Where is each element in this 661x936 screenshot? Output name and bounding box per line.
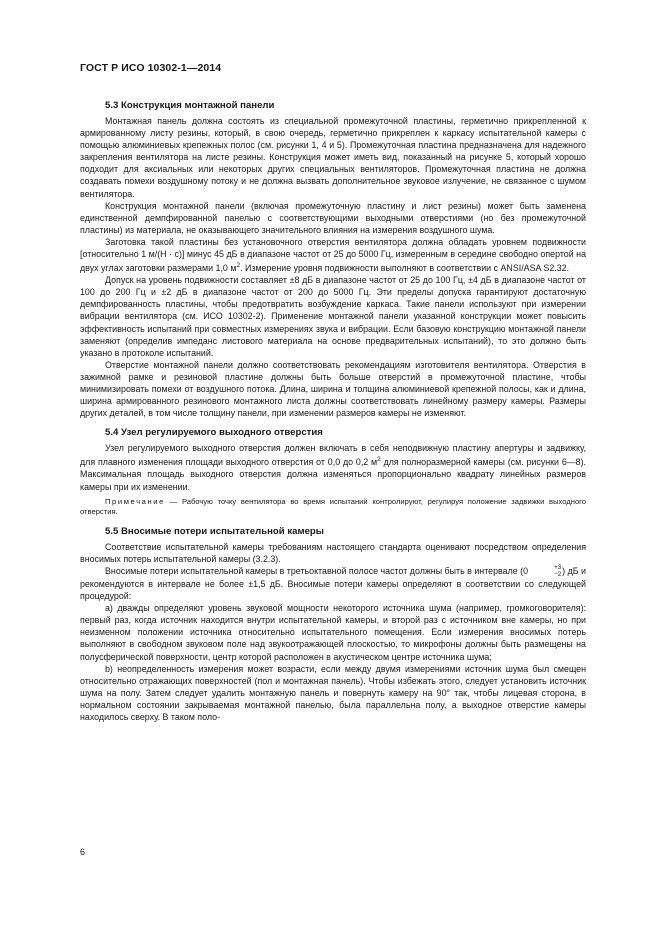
section-5-5-item-b: b) неопределенность измерения может возрасти, если между двумя измерениями источник шума был смещен относительно отражающих поверхностей (пол и монтажная панель). Чтобы избежать этого, следует установить источник шума на полу. Затем следует удалить монтажную панель и повернуть камеру на 90° так, чтобы лицевая сторона, в нормальном состоянии закрываемая монтажной панелью, была параллельна полу, а выходное отверстие камеры находилось сверху. В таком поло- bbox=[80, 663, 586, 723]
section-5-5-title: 5.5 Вносимые потери испытательной камеры bbox=[105, 525, 324, 537]
document-page bbox=[80, 62, 586, 723]
paragraph-3-text-a: Заготовка такой пластины без установочного отверстия вентилятора должна обладать уровнем подвижности [относительно 1 м/(Н · с)] минус 45 дБ в диапазоне частот от 25 до 5000 Гц, измеренным в середине свободно опертой на двух углах заготовки размерами 1,0 м bbox=[80, 236, 586, 274]
section-5-4-title: 5.4 Узел регулируемого выходного отверстия bbox=[105, 427, 323, 439]
section-5-4-note bbox=[80, 497, 586, 518]
section-5-5-item-a: a) дважды определяют уровень звуковой мощности некоторого источника шума (например, громкоговорителя): первый раз, когда источник находится внутри испытательной камеры, и второй раз с источником вне камеры, но при неизменном положении источника относительно испытательного помещения. Если измерения вносимых потерь выполняют в свободном звуковом поле над звукоотражающей плоскостью, то микрофоны должны быть размещены на полусферической поверхности, центр которой расположен в акустическом центре источника шума; bbox=[80, 603, 586, 662]
tolerance-fraction bbox=[529, 565, 561, 578]
section-5-5-paragraph-1: Соответствие испытательной камеры требованиям настоящего стандарта оценивают посредством определения вносимых потерь испытательной камеры (3.2.3). bbox=[80, 541, 586, 564]
section-5-3-title: 5.3 Конструкция монтажной панели bbox=[105, 100, 275, 111]
page-number: 6 bbox=[80, 847, 86, 857]
paragraph-3-text-b: . Измерение уровня подвижности выполняют в соответствии с ANSI/ASA S2.32. bbox=[240, 263, 570, 274]
paragraph-text-a: Вносимые потери испытательной камеры в третьоктавной полосе частот должны быть в интервале (0 bbox=[105, 565, 529, 576]
section-5-3-paragraph-3 bbox=[80, 236, 586, 274]
section-5-5-paragraph-2 bbox=[80, 565, 586, 602]
superscript: 2 bbox=[236, 262, 241, 270]
section-5-3-paragraph-1: Монтажная панель должна состоять из специальной промежуточной пластины, герметично прикрепленной к армированному листу резины, который, в свою очередь, герметично прикреплен к каркасу испытательной камеры с помощью алюминиевых крепежных полос (см. рисунки 1, 4 и 5). Промежуточная пластина предназначена для надежного закрепления вентилятора на листе резины. Конструкция может иметь вид, показанный на рисунке 5, который хорошо подходит для аксиальных или некоторых других специальных вентиляторов. Промежуточная пластина не должна создавать помехи воздушному потоку и не должна вызвать дополнительное звуковое излучение, не связанное с шумом вентилятора. bbox=[80, 116, 586, 199]
paragraph-text-a: Узел регулируемого выходного отверстия должен включать в себя неподвижную пластину апертуры и задвижку, для плавного изменения площади выходного отверстия от 0,0 до 0,2 м bbox=[80, 443, 586, 468]
note-label: Примечание bbox=[105, 496, 165, 506]
document-header: ГОСТ Р ИСО 10302-1—2014 bbox=[80, 62, 222, 74]
section-5-3-paragraph-5: Отверстие монтажной панели должно соответствовать рекомендациям изготовителя вентилятора. Отверстия в зажимной рамке и резиновой пластине должны быть больше отверстий в промежуточной пластине, чтобы минимизировать помехи от воздушного потока. Длина, ширина и толщина алюминиевой крепежной полосы, как и длина, ширина армированного резинового монтажного листа должны соответствовать линейному размеру камеры. Размеры других деталей, в том числе толщину панели, при изменении размеров камеры не изменяют. bbox=[80, 359, 586, 419]
section-5-3-paragraph-4: Допуск на уровень подвижности составляет ±8 дБ в диапазоне частот от 25 до 100 Гц, ±4 дБ в диапазоне частот от 100 до 200 Гц и ±2 дБ в диапазоне частот от 200 до 5000 Гц. Эти пределы допуска гарантируют достаточную демпфированность пластины, чтобы предотвратить возбуждение каркаса. Такие панели используют при измерении вибрации вентилятора (см. ИСО 10302-2). Применение монтажной панели указанной конструкции может повысить эффективность испытаний при совместных измерениях звука и вибрации. Если базовую конструкцию монтажной панели заменяют (определив импеданс листового материала на основе предварительных испытаний), то это должно быть указано в протоколе испытаний. bbox=[80, 275, 586, 358]
fraction-denominator: −2 bbox=[554, 570, 562, 578]
paragraph-text-b: ) дБ и рекомендуются в интервале не более ±1,5 дБ. Вносимые потери камеры определяют в соответствии со следующей процедурой: bbox=[80, 565, 586, 602]
note-text: — Рабочую точку вентилятора во время испытаний контролируют, регулируя положение задвижки выходного отверстия. bbox=[80, 496, 586, 517]
section-5-4-paragraph-1 bbox=[80, 442, 586, 492]
section-5-3-paragraph-2: Конструкция монтажной панели (включая промежуточную пластину и лист резины) может быть заменена единственной демпфированной панелью с соответствующими выходными отверстиями (но без промежуточной пластины) из материала, не оказывающего значительного влияния на измерения воздушного шума. bbox=[80, 200, 586, 235]
paragraph-text-b: для полноразмерной камеры (см. рисунки 6—8). Максимальная площадь выходного отверстия должна изменяться пропорционально квадрату линейных размеров камеры при их изменении. bbox=[80, 457, 586, 492]
fraction-numerator: +3 bbox=[554, 564, 562, 571]
superscript: 2 bbox=[377, 456, 381, 464]
